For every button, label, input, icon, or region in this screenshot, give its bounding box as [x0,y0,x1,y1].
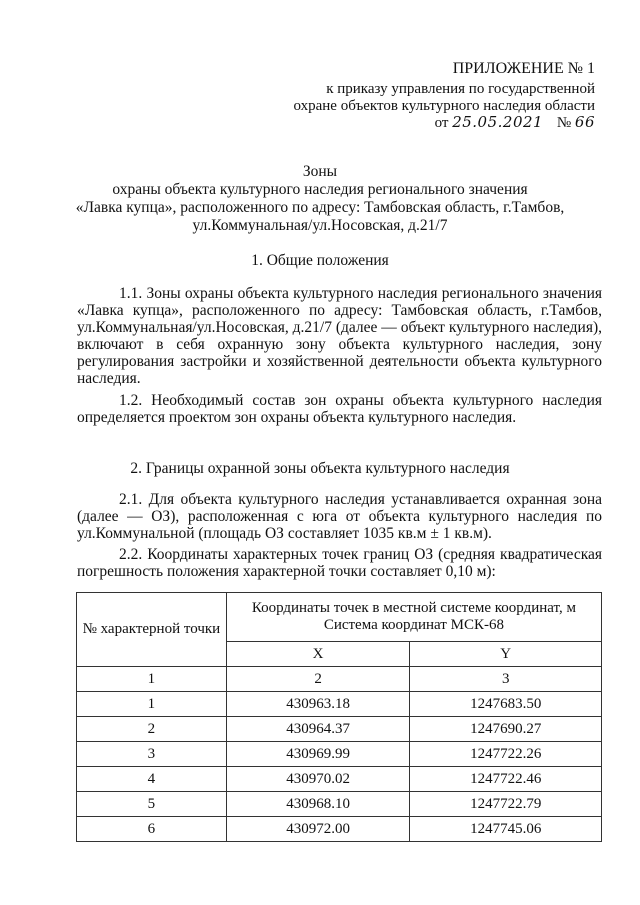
column-index-row [77,667,602,692]
table-row [77,792,602,817]
handwritten-date: 25.05.2021 [452,113,544,131]
y-value: 1247722.26 [410,742,602,767]
paragraph-1-2: 1.2. Необходимый состав зон охраны объекта культурного наследия определяется проектом зон охраны объекта культурного наследия. [77,392,602,426]
order-line-1: к приказу управления по государственной [326,81,595,97]
x-value: 430964.37 [226,717,410,742]
paragraph-2-2: 2.2. Координаты характерных точек границ ОЗ (средняя квадратическая погрешность положения характерной точки составляет 0,10 м): [77,546,602,580]
doc-title-line-3: «Лавка купца», расположенного по адресу: Тамбовская область, г.Тамбов, [75,199,565,216]
number-prefix: № [556,115,572,131]
table-row [77,742,602,767]
point-number: 3 [77,742,227,767]
index-cell: 3 [410,667,602,692]
section-1-heading: 1. Общие положения [251,252,389,269]
index-cell: 1 [77,667,227,692]
table-row [77,817,602,842]
x-value: 430970.02 [226,767,410,792]
order-line-2: охране объектов культурного наследия области [293,98,595,114]
coordinates-table [76,592,602,842]
table-row [77,717,602,742]
y-value: 1247722.79 [410,792,602,817]
index-cell: 2 [226,667,410,692]
order-date-line [435,114,595,132]
paragraph-2-1: 2.1. Для объекта культурного наследия устанавливается охранная зона (далее — ОЗ), расположенная с юга от объекта культурного наследия по ул.Коммунальной (площадь ОЗ составляет 1035 кв.м ± 1 кв.м). [77,491,602,542]
point-number-header: № характерной точки [77,593,227,667]
table-row [77,692,602,717]
x-value: 430968.10 [226,792,410,817]
x-value: 430969.99 [226,742,410,767]
y-value: 1247683.50 [410,692,602,717]
y-value: 1247722.46 [410,767,602,792]
point-number: 1 [77,692,227,717]
x-header: X [226,642,410,667]
date-prefix: от [434,115,449,131]
x-value: 430972.00 [226,817,410,842]
appendix-title: ПРИЛОЖЕНИЕ № 1 [452,60,595,77]
table-row [77,767,602,792]
point-number: 6 [77,817,227,842]
x-value: 430963.18 [226,692,410,717]
doc-title-line-4: ул.Коммунальная/ул.Носовская, д.21/7 [192,217,448,234]
doc-title-zones: Зоны [302,163,338,180]
coordinates-header: Координаты точек в местной системе координат, м Система координат МСК-68 [226,593,601,642]
handwritten-number: 66 [574,113,595,131]
point-number: 4 [77,767,227,792]
doc-title-line-2: охраны объекта культурного наследия регионального значения [112,181,528,198]
point-number: 2 [77,717,227,742]
point-number: 5 [77,792,227,817]
y-header: Y [410,642,602,667]
paragraph-1-1: 1.1. Зоны охраны объекта культурного наследия регионального значения «Лавка купца», расположенного по адресу: Тамбовская область, г.Тамбов, ул.Коммунальная/ул.Носовская, д.21/7 (далее — объект культурного наследия), включают в себя охранную зону объекта культурного наследия, зону регулирования застройки и хозяйственной деятельности объекта культурного наследия. [77,285,602,387]
y-value: 1247690.27 [410,717,602,742]
section-2-heading: 2. Границы охранной зоны объекта культурного наследия [130,460,510,477]
y-value: 1247745.06 [410,817,602,842]
